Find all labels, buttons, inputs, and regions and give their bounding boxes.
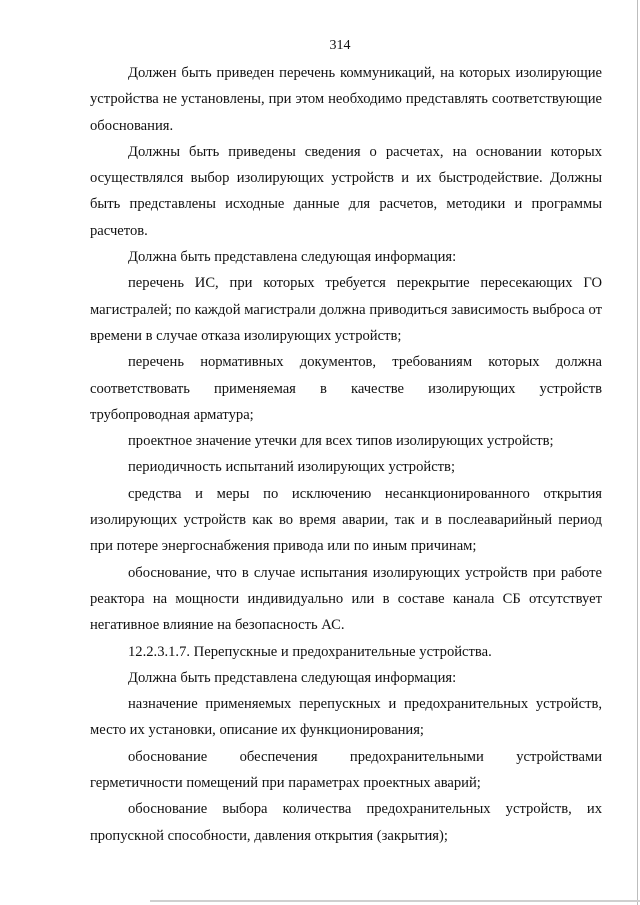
paragraph-is-list: перечень ИС, при которых требуется перекрытие пересекающих ГО магистралей; по каждой магистрали должна приводиться зависимость выброса от времени в случае отказа изолирующих устройств; <box>90 275 602 344</box>
paragraph-required-info-heading-2: Должна быть представлена следующая информация: <box>128 669 457 686</box>
paragraph-quantity-justification: обоснование выбора количества предохранительных устройств, их пропускной способности, давления открытия (закрытия); <box>90 801 602 844</box>
paragraph-test-periodicity: периодичность испытаний изолирующих устройств; <box>128 459 456 476</box>
section-heading-12-2-3-1-7: 12.2.3.1.7. Перепускные и предохранительные устройства. <box>128 643 492 660</box>
paragraph-normative-documents: перечень нормативных документов, требованиям которых должна соответствовать применяемая в качестве изолирующих устройств трубопроводная арматура; <box>90 354 602 423</box>
paragraph-tightness-justification: обоснование обеспечения предохранительными устройствами герметичности помещений при параметрах проектных аварий; <box>90 748 602 792</box>
paragraph-required-info-heading: Должна быть представлена следующая информация: <box>128 249 457 266</box>
scan-bottom-shadow <box>150 900 640 902</box>
page-number: 314 <box>329 38 351 53</box>
paragraph-communications-list: Должен быть приведен перечень коммуникаций, на которых изолирующие устройства не установлены, при этом необходимо представлять соответствующие обоснования. <box>90 65 602 134</box>
scan-edge-line <box>637 0 638 905</box>
paragraph-calculation-info: Должны быть приведены сведения о расчетах, на основании которых осуществлялся выбор изолирующих устройств и их быстродействие. Должны быть представлены исходные данные для расчетов, методики и программы расчетов. <box>90 143 602 239</box>
paragraph-leakage-value: проектное значение утечки для всех типов изолирующих устройств; <box>128 433 554 450</box>
document-body <box>90 60 602 849</box>
paragraph-device-purpose: назначение применяемых перепускных и предохранительных устройств, место их установки, описание их функционирования; <box>90 696 602 739</box>
paragraph-testing-justification: обоснование, что в случае испытания изолирующих устройств при работе реактора на мощности индивидуально или в составе канала СБ отсутствует негативное влияние на безопасность АС. <box>90 564 602 634</box>
paragraph-unauthorized-opening: средства и меры по исключению несанкционированного открытия изолирующих устройств как во время аварии, так и в послеаварийный период при потере энергоснабжения привода или по иным причинам; <box>90 485 602 555</box>
